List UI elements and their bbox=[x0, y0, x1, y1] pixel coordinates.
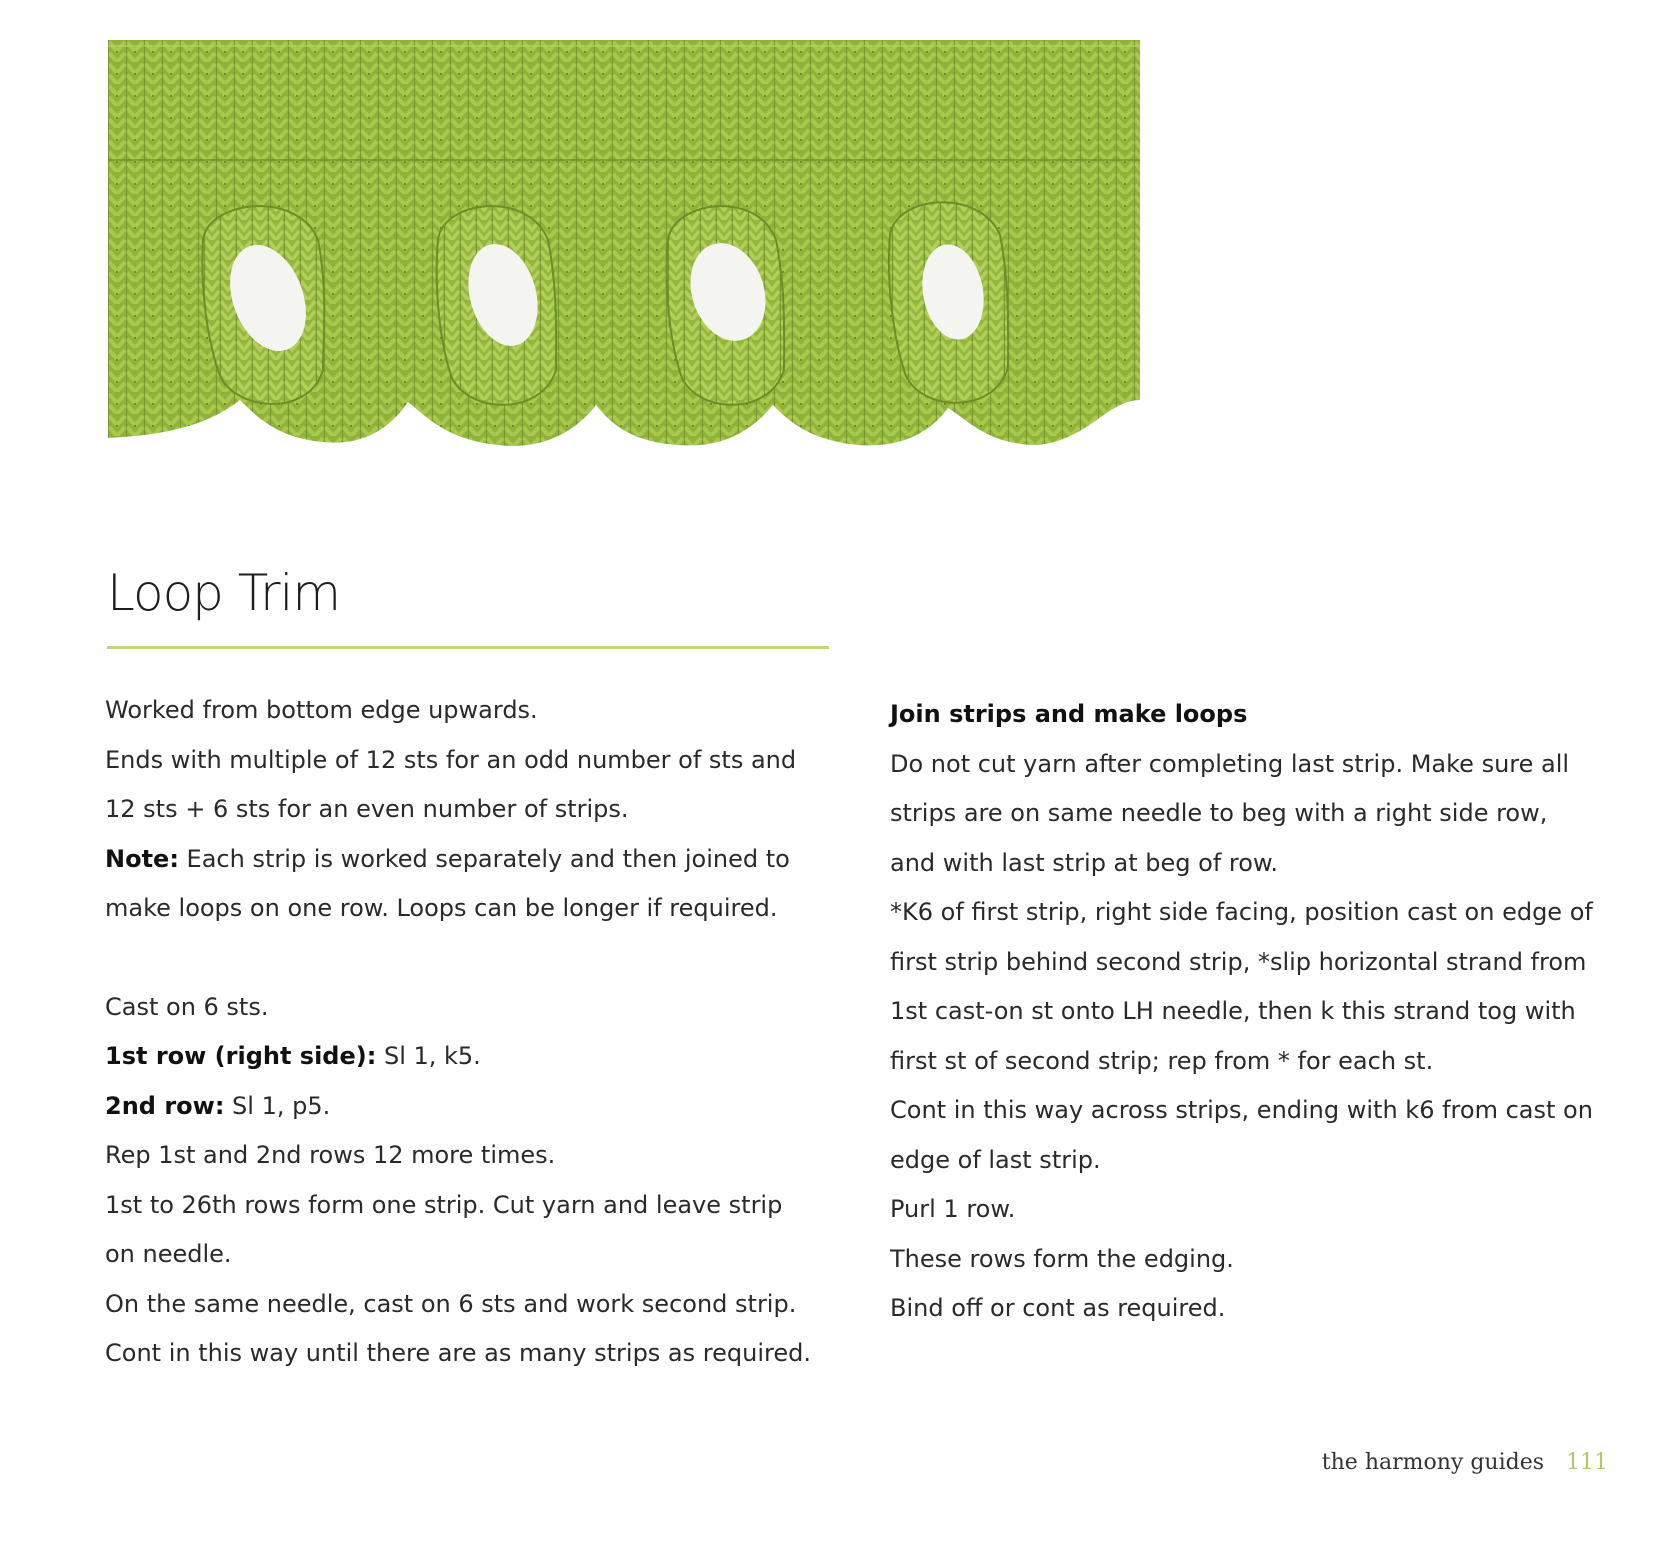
note-text: Each strip is worked separately and then joined to bbox=[178, 844, 790, 873]
row-2-text: Sl 1, p5. bbox=[224, 1091, 331, 1120]
intro-line: Ends with multiple of 12 sts for an odd number of sts and bbox=[105, 745, 797, 774]
instruction-line: *K6 of first strip, right side facing, position cast on edge of bbox=[890, 898, 1593, 926]
loop-trim-photo bbox=[108, 40, 1140, 480]
note-label: Note: bbox=[105, 844, 179, 873]
instruction-line: first st of second strip; rep from * for each st. bbox=[890, 1046, 1434, 1075]
row-1-label: 1st row (right side): bbox=[105, 1042, 377, 1070]
note-line bbox=[105, 835, 845, 885]
intro-line: 12 sts + 6 sts for an even number of strips. bbox=[105, 795, 629, 823]
right-column bbox=[890, 690, 1630, 1334]
instruction-line: 1st cast-on st onto LH needle, then k this strand tog with bbox=[890, 997, 1576, 1025]
instruction-line: strips are on same needle to beg with a right side row, bbox=[890, 799, 1548, 827]
row-2-label: 2nd row: bbox=[105, 1091, 225, 1120]
instruction-line: 1st to 26th rows form one strip. Cut yarn and leave strip bbox=[105, 1190, 783, 1219]
row-2-line bbox=[105, 1082, 845, 1132]
instruction-line: edge of last strip. bbox=[890, 1145, 1101, 1174]
instruction-line: Cont in this way until there are as many strips as required. bbox=[105, 1339, 811, 1367]
instruction-line: first strip behind second strip, *slip horizontal strand from bbox=[890, 947, 1587, 976]
cast-on-line: Cast on 6 sts. bbox=[105, 992, 269, 1021]
row-1-text: Sl 1, k5. bbox=[376, 1042, 481, 1070]
page-title: Loop Trim bbox=[107, 564, 341, 622]
knitted-swatch-illustration bbox=[108, 40, 1140, 480]
instruction-line: and with last strip at beg of row. bbox=[890, 848, 1279, 877]
instruction-line: Cont in this way across strips, ending with k6 from cast on bbox=[890, 1096, 1593, 1124]
page-number: 111 bbox=[1566, 1450, 1608, 1475]
instruction-line: These rows form the edging. bbox=[890, 1244, 1234, 1273]
intro-line: Worked from bottom edge upwards. bbox=[105, 696, 538, 724]
page-footer bbox=[1322, 1450, 1608, 1475]
instruction-line: On the same needle, cast on 6 sts and work second strip. bbox=[105, 1289, 797, 1318]
section-heading: Join strips and make loops bbox=[890, 700, 1248, 728]
note-line: make loops on one row. Loops can be longer if required. bbox=[105, 894, 778, 922]
instruction-line: Do not cut yarn after completing last strip. Make sure all bbox=[890, 749, 1570, 778]
instruction-line: on needle. bbox=[105, 1240, 232, 1268]
paragraph-gap bbox=[105, 934, 845, 983]
instruction-line: Purl 1 row. bbox=[890, 1195, 1016, 1223]
title-underline bbox=[107, 646, 829, 649]
left-column bbox=[105, 686, 845, 1379]
instruction-line: Bind off or cont as required. bbox=[890, 1294, 1226, 1322]
book-title: the harmony guides bbox=[1321, 1450, 1544, 1475]
row-1-line bbox=[105, 1032, 845, 1082]
instruction-line: Rep 1st and 2nd rows 12 more times. bbox=[105, 1141, 556, 1169]
